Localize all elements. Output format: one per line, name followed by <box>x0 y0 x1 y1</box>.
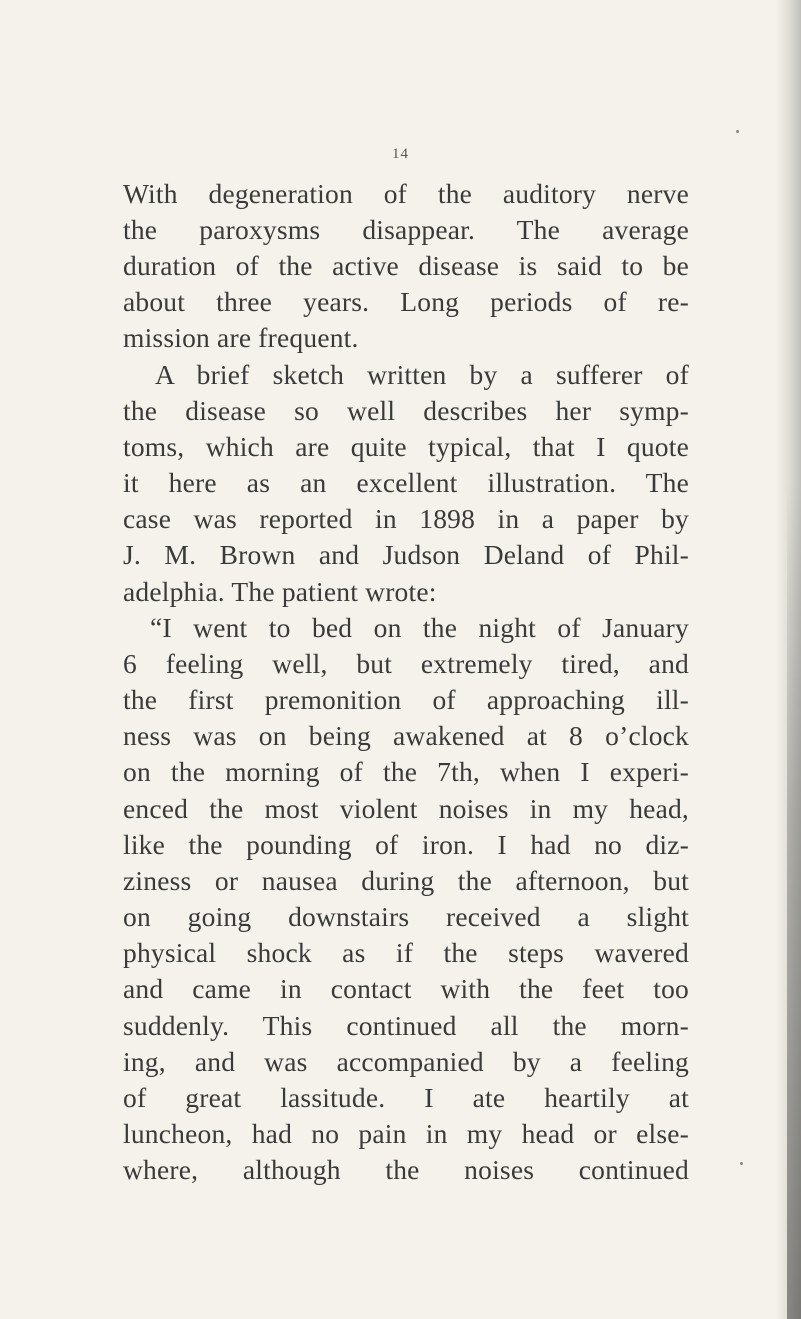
paper-speck <box>740 1162 743 1165</box>
text-line: of great lassitude. I ate heartily at <box>123 1082 689 1113</box>
text-line: ness was on being awakened at 8 o’clock <box>123 720 689 751</box>
text-line: J. M. Brown and Judson Deland of Phil- <box>123 539 689 570</box>
text-line: suddenly. This continued all the morn- <box>123 1010 689 1041</box>
text-line: where, although the noises continued <box>123 1154 689 1185</box>
text-line: With degeneration of the auditory nerve <box>123 178 689 209</box>
text-line: on the morning of the 7th, when I experi- <box>123 756 689 787</box>
text-line: ing, and was accompanied by a feeling <box>123 1046 689 1077</box>
text-line: luncheon, had no pain in my head or else- <box>123 1118 689 1149</box>
text-line: 6 feeling well, but extremely tired, and <box>123 648 689 679</box>
text-line: A brief sketch written by a sufferer of <box>155 359 689 390</box>
text-line: the disease so well describes her symp- <box>123 395 689 426</box>
text-line: the first premonition of approaching ill- <box>123 684 689 715</box>
text-line: on going downstairs received a slight <box>123 901 689 932</box>
text-line: about three years. Long periods of re- <box>123 286 689 317</box>
binding-shadow <box>787 480 801 1319</box>
text-line: and came in contact with the feet too <box>123 973 689 1004</box>
text-line: duration of the active disease is said to be <box>123 250 689 281</box>
paper-speck <box>736 130 739 133</box>
text-line: like the pounding of iron. I had no diz- <box>123 829 689 860</box>
page-number: 14 <box>392 146 409 162</box>
text-line: enced the most violent noises in my head, <box>123 793 689 824</box>
text-line: it here as an excellent illustration. The <box>123 467 689 498</box>
text-line: physical shock as if the steps wavered <box>123 937 689 968</box>
text-line: toms, which are quite typical, that I quote <box>123 431 689 462</box>
text-line: adelphia. The patient wrote: <box>123 576 437 607</box>
text-line: the paroxysms disappear. The average <box>123 214 689 245</box>
text-line: ziness or nausea during the afternoon, but <box>123 865 689 896</box>
text-line: mission are frequent. <box>123 322 359 353</box>
text-line: case was reported in 1898 in a paper by <box>123 503 689 534</box>
text-line: “I went to bed on the night of January <box>150 612 689 643</box>
